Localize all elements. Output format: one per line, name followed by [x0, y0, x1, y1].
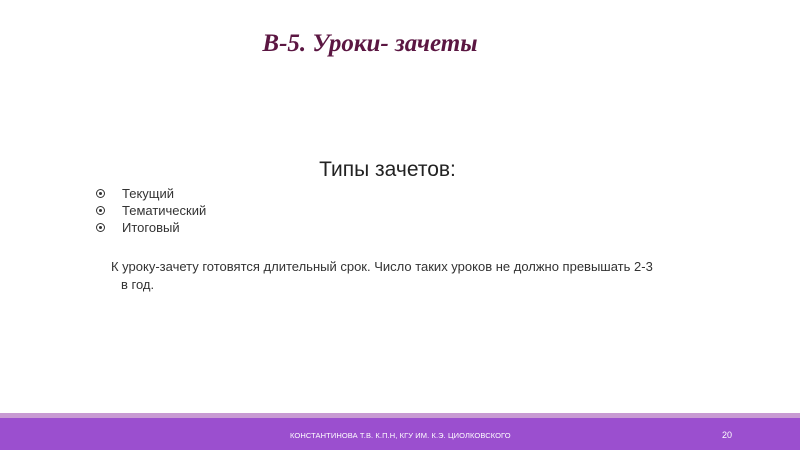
- list-item: [96, 219, 206, 236]
- bullet-list: [96, 185, 206, 236]
- list-item: [96, 185, 206, 202]
- radio-bullet-icon: [96, 206, 105, 215]
- page-number: 20: [722, 430, 733, 440]
- footer-text: КОНСТАНТИНОВА Т.В. К.П.Н, КГУ ИМ. К.Э. ЦИОЛКОВСКОГО: [290, 431, 511, 440]
- radio-bullet-icon: [96, 189, 105, 198]
- list-item-label: Итоговый: [122, 220, 180, 235]
- subtitle: Типы зачетов:: [319, 158, 456, 181]
- list-item-label: Текущий: [122, 186, 174, 201]
- list-item: [96, 202, 206, 219]
- body-paragraph: К уроку-зачету готовятся длительный срок. Число таких уроков не должно превышать 2-3 в год.: [111, 259, 653, 292]
- radio-bullet-icon: [96, 223, 105, 232]
- slide-title: В-5. Уроки- зачеты: [262, 30, 478, 57]
- footer-bar: [0, 418, 800, 450]
- list-item-label: Тематический: [122, 203, 207, 218]
